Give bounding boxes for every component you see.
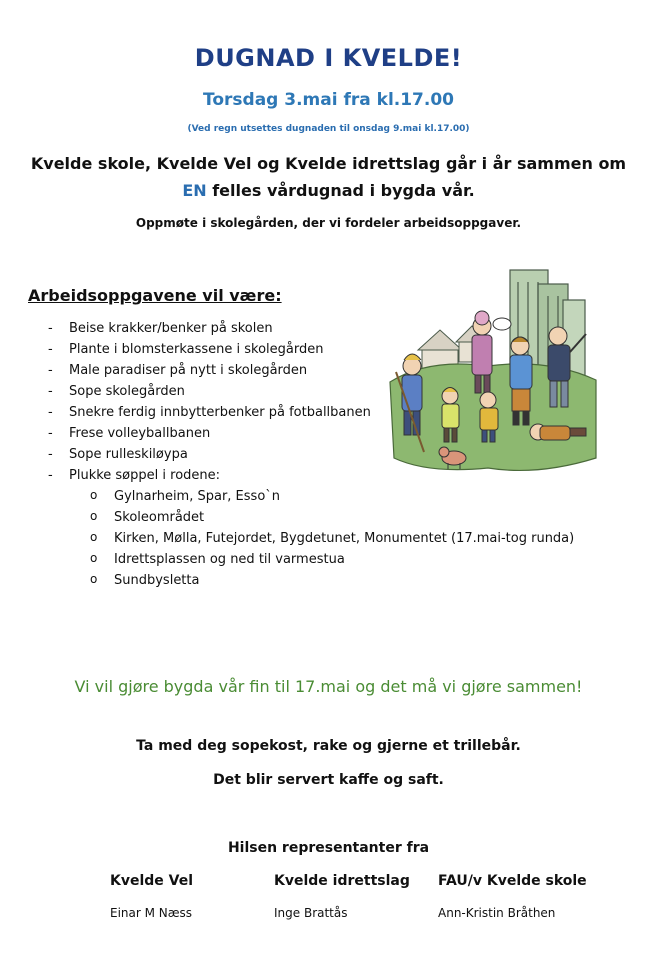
list-item: - Plukke søppel i rodene:	[48, 465, 371, 486]
representative-name: Ann-Kristin Bråthen	[438, 906, 556, 920]
dash-bullet: -	[48, 426, 53, 441]
circle-bullet: o	[90, 530, 98, 544]
intro-line-1: Kvelde skole, Kvelde Vel og Kvelde idrettslag går i år sammen om	[30, 154, 627, 173]
greeting: Hilsen representanter fra	[227, 840, 430, 856]
list-item: - Snekre ferdig innbytterbenker på fotballbanen	[48, 402, 371, 423]
org-fau-kvelde-skole: FAU/v Kvelde skole	[438, 873, 587, 889]
speech-bubble-icon	[493, 318, 511, 330]
meeting-point: Oppmøte i skolegården, der vi fordeler arbeidsoppgaver.	[135, 216, 522, 230]
dash-bullet: -	[48, 342, 53, 357]
org-kvelde-vel: Kvelde Vel	[110, 873, 194, 889]
list-item: - Sope skolegården	[48, 381, 371, 402]
page-title: DUGNAD I KVELDE!	[194, 44, 463, 72]
dash-bullet: -	[48, 447, 53, 462]
list-item: - Male paradiser på nytt i skolegården	[48, 360, 371, 381]
list-item: - Sope rulleskiløypa	[48, 444, 371, 465]
list-item: o Kirken, Mølla, Futejordet, Bygdetunet, Monumentet (17.mai-tog runda)	[90, 528, 574, 549]
circle-bullet: o	[90, 488, 98, 502]
representative-name: Einar M Næss	[110, 906, 193, 920]
dash-bullet: -	[48, 363, 53, 378]
list-item: o Skoleområdet	[90, 507, 574, 528]
dash-bullet: -	[48, 468, 53, 483]
list-item: o Sundbysletta	[90, 570, 574, 591]
bring-items: Ta med deg sopekost, rake og gjerne et trillebår.	[136, 738, 521, 754]
event-date: Torsdag 3.mai fra kl.17.00	[203, 90, 454, 110]
circle-bullet: o	[90, 551, 98, 565]
rain-note: (Ved regn utsettes dugnaden til onsdag 9.mai kl.17.00)	[187, 124, 470, 134]
intro-line-2-rest: felles vårdugnad i bygda vår.	[206, 181, 475, 200]
dugnad-illustration	[388, 262, 598, 476]
list-item: - Frese volleyballbanen	[48, 423, 371, 444]
org-kvelde-idrettslag: Kvelde idrettslag	[274, 873, 410, 889]
intro-line-2	[0, 177, 657, 204]
list-item: - Plante i blomsterkassene i skolegården	[48, 339, 371, 360]
task-list	[48, 318, 371, 486]
intro-text	[0, 150, 657, 204]
dash-bullet: -	[48, 321, 53, 336]
slogan: Vi vil gjøre bygda vår fin til 17.mai og det må vi gjøre sammen!	[74, 677, 583, 696]
circle-bullet: o	[90, 509, 98, 523]
refreshments: Det blir servert kaffe og saft.	[213, 772, 444, 788]
dash-bullet: -	[48, 405, 53, 420]
tasks-heading: Arbeidsoppgavene vil være:	[28, 286, 282, 305]
highlight-en: EN	[182, 181, 207, 200]
list-item: o Idrettsplassen og ned til varmestua	[90, 549, 574, 570]
list-item: o Gylnarheim, Spar, Esso`n	[90, 486, 574, 507]
list-item: - Beise krakker/benker på skolen	[48, 318, 371, 339]
representative-name: Inge Brattås	[274, 906, 348, 920]
dash-bullet: -	[48, 384, 53, 399]
circle-bullet: o	[90, 572, 98, 586]
route-list	[90, 486, 574, 591]
